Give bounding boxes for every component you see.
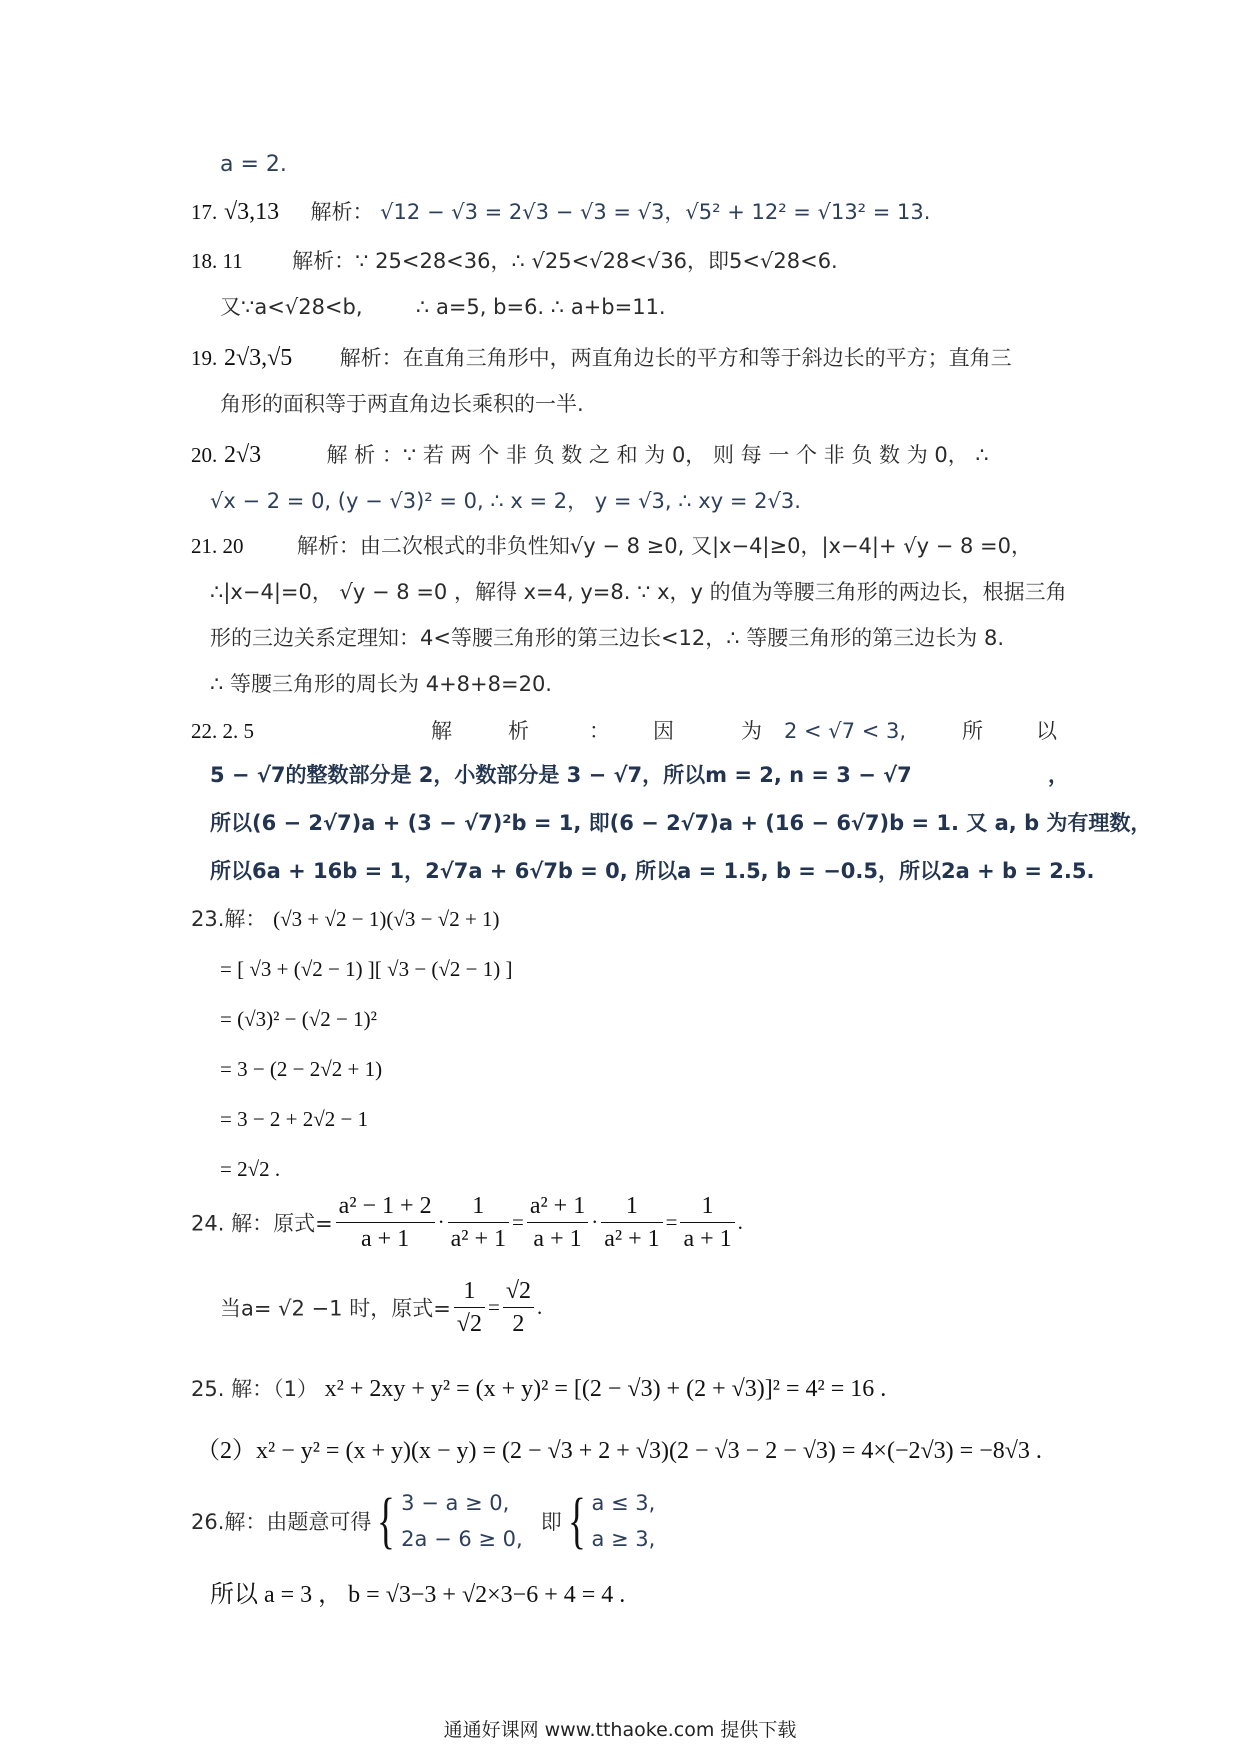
fraction-denominator: a² + 1 bbox=[450, 1226, 506, 1252]
q25-part2: （2）x² − y² = (x + y)(x − y) = (2 − √3 + 2 + √3)(2 − √3 − 2 − √3) = 4×(−2√3) = −8√3 . bbox=[196, 1438, 1042, 1464]
q25-head: 25. 解：（1） bbox=[191, 1377, 318, 1401]
q19-text: 解析：在直角三角形中，两直角边长的平方和等于斜边长的平方；直角三 bbox=[339, 346, 1012, 370]
q24-line2-text: 当a= √2 −1 时，原式= bbox=[220, 1296, 451, 1321]
q19-line2: 角形的面积等于两直角边长乘积的一半. bbox=[220, 392, 584, 416]
fraction-numerator: 1 bbox=[448, 1190, 509, 1223]
q17-label: 解析： bbox=[310, 200, 374, 224]
fraction-numerator: 1 bbox=[601, 1190, 662, 1223]
left-brace-icon: { bbox=[567, 1487, 586, 1555]
question-21 bbox=[191, 531, 1032, 561]
fraction bbox=[454, 1275, 485, 1340]
fraction bbox=[527, 1190, 588, 1255]
q23-step-2: = (√3)² − (√2 − 1)² bbox=[220, 1007, 377, 1031]
q26-system-1 bbox=[401, 1485, 523, 1557]
fraction-numerator: 1 bbox=[454, 1275, 485, 1308]
fraction-numerator: 1 bbox=[680, 1190, 734, 1223]
q23-step-3: = 3 − (2 − 2√2 + 1) bbox=[220, 1057, 383, 1081]
q23-step-4: = 3 − 2 + 2√2 − 1 bbox=[220, 1107, 369, 1131]
q22-word: 所 bbox=[962, 719, 983, 743]
q22-line2-text: 5 − √7的整数部分是 2，小数部分是 3 − √7，所以m = 2, n = 3 − √7 bbox=[210, 763, 912, 787]
q22-word: 2 < √7 < 3, bbox=[784, 719, 907, 743]
q25-part1: x² + 2xy + y² = (x + y)² = [(2 − √3) + (2 + √3)]² = 4² = 16 . bbox=[324, 1376, 887, 1402]
q24-head: 24. 解：原式= bbox=[191, 1211, 333, 1236]
q17-math: √12 − √3 = 2√3 − √3 = √3，√5² + 12² = √13² = 13. bbox=[380, 200, 931, 224]
q18-number: 18. 11 bbox=[191, 249, 243, 273]
fraction-numerator: a² + 1 bbox=[527, 1190, 588, 1223]
q22-word: 因 bbox=[653, 719, 674, 743]
q21-line3: 形的三边关系定理知：4<等腰三角形的第三边长<12，∴ 等腰三角形的第三边长为 8. bbox=[210, 626, 1005, 650]
q22-word: 解 bbox=[431, 719, 452, 743]
q23-head: 23.解： bbox=[191, 907, 267, 931]
fraction-denominator: a + 1 bbox=[533, 1226, 582, 1252]
fraction bbox=[680, 1190, 734, 1255]
q26-line2: 所以 a = 3 ， b = √3−3 + √2×3−6 + 4 = 4 . bbox=[210, 1582, 626, 1608]
q18-text: 解析：∵ 25<28<36，∴ √25<√28<√36，即5<√28<6. bbox=[292, 249, 838, 273]
q20-answer: 2√3 bbox=[223, 442, 262, 468]
fraction bbox=[448, 1190, 509, 1255]
q22-word: 析 bbox=[508, 719, 529, 743]
question-18 bbox=[191, 246, 838, 276]
system-row: 2a − 6 ≥ 0, bbox=[401, 1527, 523, 1551]
fraction bbox=[503, 1275, 534, 1340]
q19-answer: 2√3,√5 bbox=[223, 345, 293, 371]
q26-head: 26.解：由题意可得 bbox=[191, 1510, 372, 1534]
fraction-denominator: a² + 1 bbox=[604, 1226, 660, 1252]
fraction bbox=[601, 1190, 662, 1255]
system-row: a ≤ 3, bbox=[591, 1491, 656, 1515]
q26-mid: 即 bbox=[540, 1510, 562, 1534]
q22-word: 以 bbox=[1036, 719, 1057, 743]
q20-text: 解 析 ：∵ 若 两 个 非 负 数 之 和 为 0， 则 每 一 个 非 负 数 为 0， ∴ bbox=[326, 443, 989, 467]
question-17 bbox=[191, 197, 930, 227]
prev-answer-line: a = 2. bbox=[220, 152, 287, 177]
q17-answer: √3,13 bbox=[223, 199, 280, 225]
q17-number: 17. bbox=[191, 200, 218, 224]
footer-credit: 通通好课网 www.tthaoke.com 提供下载 bbox=[443, 1719, 797, 1741]
fraction-denominator: √2 bbox=[456, 1311, 482, 1337]
q21-line4: ∴ 等腰三角形的周长为 4+8+8=20. bbox=[210, 672, 552, 696]
fraction-denominator: a + 1 bbox=[361, 1226, 410, 1252]
q22-line3: 所以(6 − 2√7)a + (3 − √7)²b = 1, 即(6 − 2√7)a + (16 − 6√7)b = 1. 又 a, b 为有理数， bbox=[210, 811, 1152, 835]
q24-line2: 当a= √2 −1 时，原式= $\frac{1}{√2}$ = $\frac{√2}{2}$ . bbox=[220, 1275, 542, 1340]
fraction-numerator: a² − 1 + 2 bbox=[336, 1190, 435, 1223]
q26-system-2 bbox=[591, 1485, 655, 1557]
question-25 bbox=[191, 1374, 886, 1404]
q20-line2: √x − 2 = 0, (y − √3)² = 0, ∴ x = 2， y = √3, ∴ xy = 2√3. bbox=[210, 489, 801, 513]
q21-line2: ∴|x−4|=0， √y − 8 =0 ，解得 x=4, y=8. ∵ x，y 的值为等腰三角形的两边长，根据三角 bbox=[210, 580, 1067, 604]
fraction-denominator: 2 bbox=[512, 1311, 525, 1337]
q21-text: 解析：由二次根式的非负性知√y − 8 ≥0, 又|x−4|≥0，|x−4|+ √y − 8 =0， bbox=[296, 534, 1033, 558]
q22-number: 22. 2. 5 bbox=[191, 719, 254, 743]
q22-line2-comma: ， bbox=[1048, 763, 1069, 787]
q18-line2: 又∵a<√28<b, ∴ a=5, b=6. ∴ a+b=11. bbox=[220, 295, 666, 319]
q22-word: ： bbox=[589, 719, 610, 743]
q21-number: 21. 20 bbox=[191, 534, 244, 558]
q22-word: 为 bbox=[741, 719, 762, 743]
q22-line4: 所以6a + 16b = 1，2√7a + 6√7b = 0, 所以a = 1.5, b = −0.5，所以2a + b = 2.5. bbox=[210, 859, 1095, 883]
q22-line2 bbox=[210, 760, 912, 790]
q23-step-5: = 2√2 . bbox=[220, 1157, 281, 1181]
q23-step-1: = [ √3 + (√2 − 1) ][ √3 − (√2 − 1) ] bbox=[220, 957, 513, 981]
system-row: a ≥ 3, bbox=[591, 1527, 656, 1551]
left-brace-icon: { bbox=[377, 1487, 396, 1555]
question-20 bbox=[191, 440, 989, 470]
q19-number: 19. bbox=[191, 346, 218, 370]
fraction bbox=[336, 1190, 435, 1255]
question-24: 24. 解：原式= $\frac{\text{a² − 1 + 2}}{a + 1}$ · $\frac{1}{\text{a² + 1}}$ = $\frac{\text{a² + 1}}{a + 1}$ · $\frac{1}{\text{a² + 1}}$ = $\frac{1}{a + 1}$ . bbox=[191, 1190, 743, 1255]
q23-expression: (√3 + √2 − 1)(√3 − √2 + 1) bbox=[273, 907, 500, 931]
question-26 bbox=[191, 1485, 655, 1557]
fraction-numerator: √2 bbox=[503, 1275, 534, 1308]
fraction-denominator: a + 1 bbox=[683, 1226, 732, 1252]
system-row: 3 − a ≥ 0, bbox=[401, 1491, 510, 1515]
question-23 bbox=[191, 904, 500, 934]
q20-number: 20. bbox=[191, 443, 218, 467]
question-19 bbox=[191, 343, 1012, 373]
